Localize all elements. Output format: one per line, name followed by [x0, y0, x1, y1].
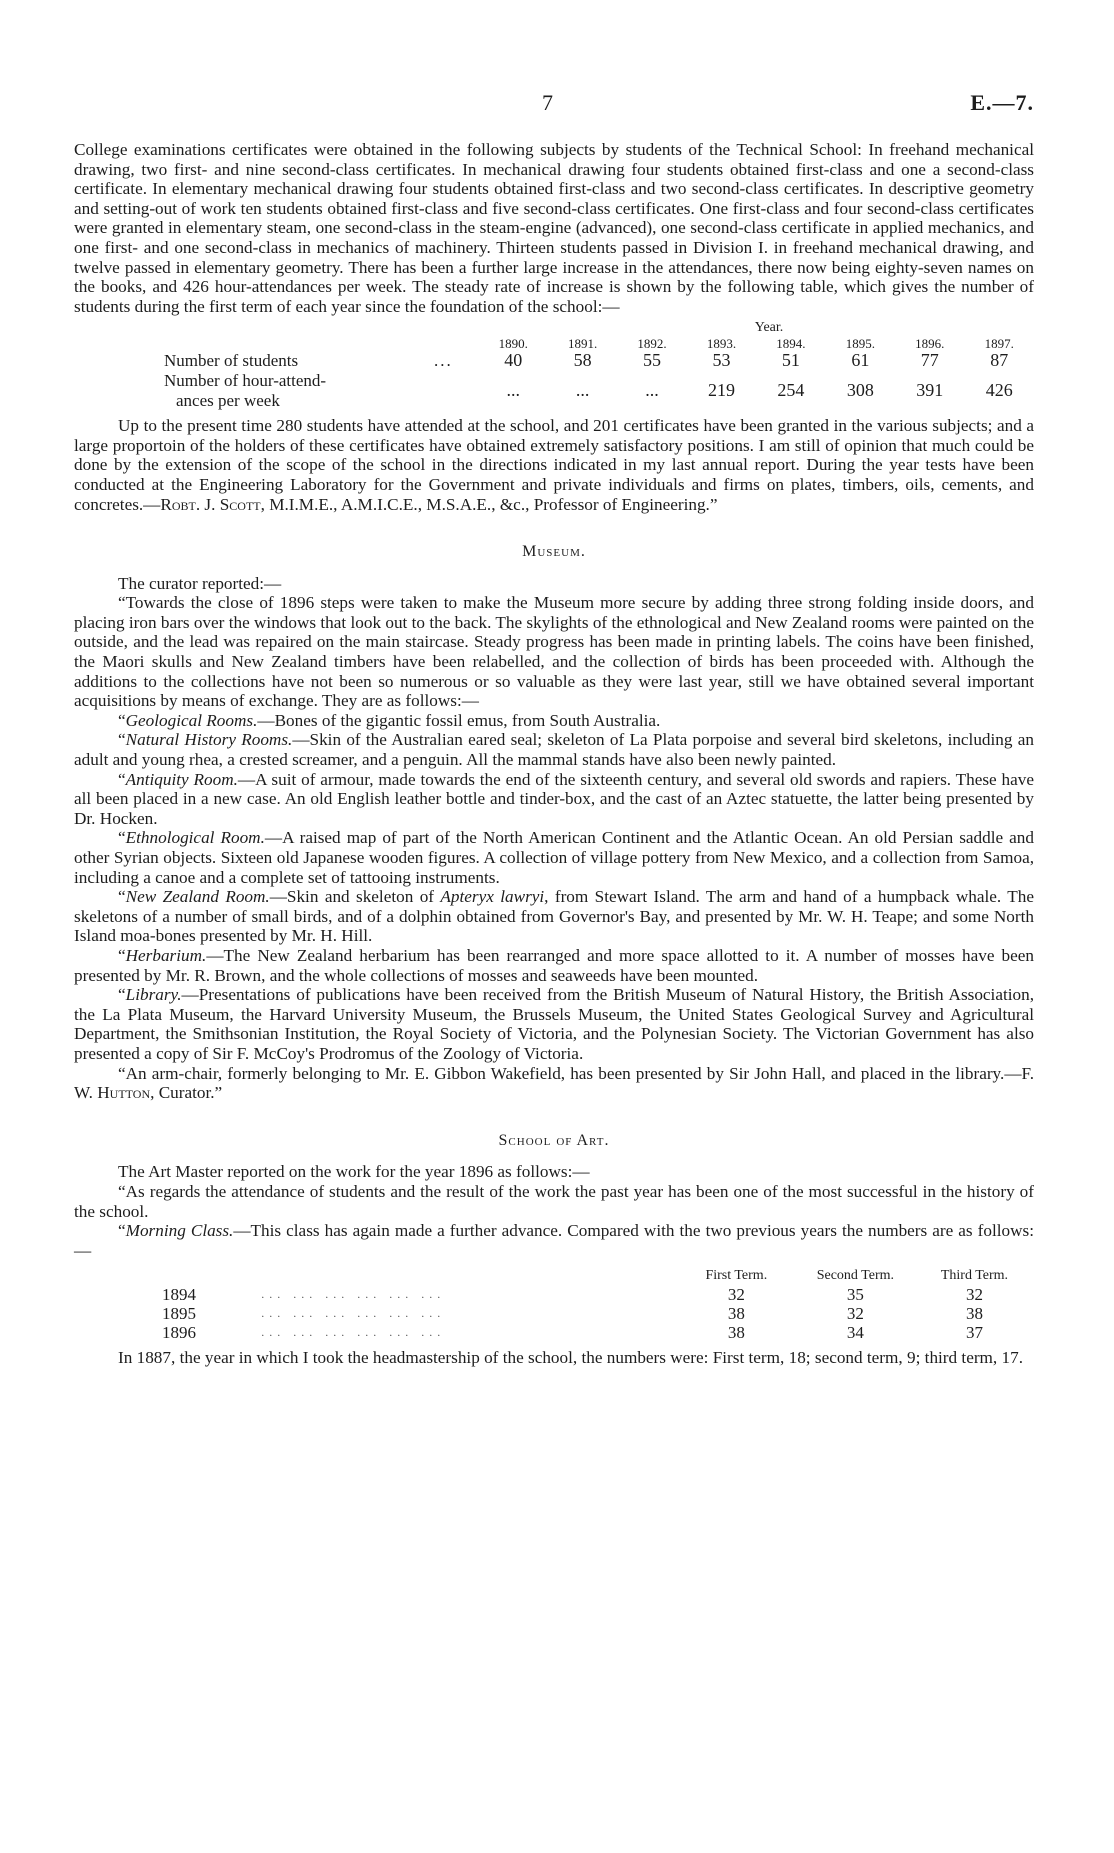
art-intro: The Art Master reported on the work for the year 1896 as follows:— — [118, 1162, 590, 1182]
page-body — [74, 140, 1034, 1368]
row-label-line-2: ances per week — [176, 390, 280, 410]
leader-dots: ... — [434, 351, 453, 371]
year-header: 1896. — [915, 336, 945, 352]
paragraph-text: —The New Zealand herbarium has been rearranged and more space allotted to it. A number of mosses have been presented by Mr. R. Brown, and the whole collections of mosses and seaweeds have been mounted. — [74, 945, 1034, 985]
subsection-title: Library. — [125, 985, 182, 1005]
page-number: 7 — [542, 90, 553, 115]
museum-new-zealand: “New Zealand Room.—Skin and skeleton of Apteryx lawryi, from Stewart Island. The arm and hand of a humpback whale. The skeletons of a number of small birds, and of a dolphin obtained from Governor's Bay, and presented by Mr. W. H. Teape; and some North Island moa-bones presented by Mr. H. Hill. — [74, 887, 1035, 946]
year-header: 1894. — [776, 336, 806, 352]
row-label-line-1: Number of hour-attend- — [164, 370, 327, 390]
row-year: 1896 — [162, 1323, 196, 1343]
table-cell: ... — [575, 379, 590, 400]
paragraph-text: , Curator.” — [150, 1083, 223, 1103]
art-paragraph: “As regards the attendance of students and the result of the work the past year has been one of the most successful in the history of the school. — [74, 1181, 1034, 1221]
table-row — [74, 371, 1034, 410]
year-header: 1895. — [845, 336, 875, 352]
table-cell: 87 — [990, 350, 1009, 371]
table-cell: 55 — [643, 350, 662, 371]
museum-natural-history: “Natural History Rooms.—Skin of the Australian eared seal; skeleton of La Plata porpoise and several bird skeletons, including an adult and young rhea, a crested screamer, and a penguin. All the mammal stands have also been newly painted. — [74, 730, 1034, 770]
paragraph-text: , M.I.M.E., A.M.I.C.E., M.S.A.E., &c., Professor of Engineering.” — [260, 494, 718, 514]
paragraph-text: Up to the present time 280 students have attended at the school, and 201 certificates have been granted in the various subjects; and a large proportoin of the holders of these certificates have obtained extremely satisfactory positions. I am still of opinion that much could be done by the extension of the scope of the school in the directions indicated in my last annual report. During the year tests have been conducted at the Engineering Laboratory for the Government and private individuals and firms on plates, timbers, oils, cements, and concretes.— — [74, 416, 1034, 514]
table-cell: 51 — [781, 350, 800, 371]
museum-library: “Library.—Presentations of publications have been received from the British Museum of Natural History, the British Association, the La Plata Museum, the Harvard University Museum, the Brussels Museum, the United States Geological Survey and Agricultural Department, the Smithsonian Institution, the Royal Society of Victoria, and the Polynesian Society. The Victorian Government has also presented a copy of Sir F. McCoy's Prodromus of the Zoology of Victoria. — [74, 985, 1034, 1063]
table-cell: ... — [506, 379, 520, 400]
museum-geological: “Geological Rooms.—Bones of the gigantic fossil emus, from South Australia. — [118, 710, 661, 730]
museum-antiquity: “Antiquity Room.—A suit of armour, made towards the end of the sixteenth century, and several old swords and rapiers. These have all been placed in a new case. An old English leather bottle and tinder-box, and the cast of an Aztec statuette, the latter being presented by Dr. Hocken. — [74, 769, 1034, 828]
museum-closing — [74, 1064, 1034, 1103]
engineering-paragraph-2 — [74, 416, 1034, 514]
subsection-title: New Zealand Room. — [125, 887, 270, 907]
leader-dots: ... ... ... ... ... ... — [261, 1287, 446, 1302]
museum-paragraph: “Towards the close of 1896 steps were taken to make the Museum more secure by adding three strong folding inside doors, and placing iron bars over the windows that look out to the back. The skylights of the ethnological and New Zealand rooms were painted on the outside, and the lead was repaired on the main staircase. Steady progress has been made in printing labels. The coins have been finished, the Maori skulls and New Zealand timbers have been relabelled, and the collection of birds has been proceeded with. Although the additions to the collections have not been so numerous or so valuable as they were last year, still we have obtained several important acquisitions by means of exchange. They are as follows:— — [74, 593, 1034, 711]
table-cell: 37 — [965, 1323, 983, 1343]
table-cell: 254 — [777, 379, 805, 400]
year-header: 1892. — [637, 336, 667, 352]
museum-herbarium: “Herbarium.—The New Zealand herbarium has been rearranged and more space allotted to it. A number of mosses have been presented by Mr. R. Brown, and the whole collections of mosses and seaweeds have been mounted. — [74, 945, 1034, 985]
row-year: 1894 — [162, 1285, 196, 1305]
paragraph-text: —Bones of the gigantic fossil emus, from South Australia. — [257, 710, 661, 730]
engineering-paragraph: College examinations certificates were obtained in the following subjects by students of the Technical School: In freehand mechanical drawing, two first- and nine second-class certificates. In mechanical drawing four students obtained first-class and one a second-class certificate. In elementary mechanical drawing four students obtained first-class and two second-class certificates. In descriptive geometry and setting-out of work ten students obtained first-class and five second-class certificates. One first-class and four second-class certificates were granted in elementary steam, one second-class in the steam-engine (advanced), one second-class certificate in applied mechanics, and one first- and one second-class in mechanics of machinery. Thirteen students passed in Division I. in freehand mechanical drawing, and twelve passed in elementary geometry. There has been a further large increase in the attendances, there now being eighty-seven names on the books, and 426 hour-attendances per week. The steady rate of increase is shown by the following table, which gives the number of students during the first term of each year since the foundation of the school:— — [74, 140, 1034, 316]
art-closing: In 1887, the year in which I took the headmastership of the school, the numbers were: First term, 18; second term, 9; third term, 17. — [118, 1348, 1023, 1368]
paragraph-text: —A raised map of part of the North American Continent and the Atlantic Ocean. An old Persian saddle and other Syrian objects. Sixteen old Japanese wooden figures. A collection of village pottery from New Mexico, and a collection from Samoa, including a canoe and a complete set of tattooing instruments. — [74, 828, 1034, 887]
table-cell: 32 — [846, 1304, 864, 1324]
table-cell: 40 — [504, 350, 523, 371]
page-header — [74, 90, 1034, 120]
subsection-title: Natural History Rooms. — [125, 730, 293, 750]
table-row — [74, 1285, 1034, 1304]
year-header: 1897. — [984, 336, 1014, 352]
table-row — [74, 1323, 1034, 1342]
table-row — [74, 1304, 1034, 1323]
row-label — [74, 371, 434, 410]
table-cell: 53 — [712, 350, 731, 371]
table-cell: 32 — [965, 1285, 983, 1305]
table-cell: 32 — [727, 1285, 745, 1305]
table-cell: 61 — [851, 350, 870, 371]
table-cell: ... — [645, 379, 659, 400]
paragraph-text: —This class has again made a further advance. Compared with the two previous years the numbers are as follows:— — [74, 1221, 1034, 1260]
subsection-title: Ethnological Room. — [125, 828, 265, 848]
subsection-title: Geological Rooms. — [125, 710, 258, 730]
table-cell: 219 — [707, 379, 735, 400]
table-cell: 34 — [846, 1323, 864, 1343]
museum-intro: The curator reported:— — [118, 573, 282, 593]
subsection-title: Herbarium. — [125, 945, 207, 965]
table-cell: 308 — [846, 379, 874, 400]
table-cell: 391 — [916, 379, 944, 400]
table-cell: 38 — [965, 1304, 983, 1324]
year-caption: Year. — [754, 320, 784, 336]
art-morning-class: “Morning Class.—This class has again made a further advance. Compared with the two previous years the numbers are as follows:— — [74, 1221, 1034, 1260]
table-cell: 38 — [727, 1323, 745, 1343]
paragraph-text: —A suit of armour, made towards the end of the sixteenth century, and several old swords and rapiers. These have all been placed in a new case. An old English leather bottle and tinder-box, and the cast of an Aztec statuette, the latter being presented by Dr. Hocken. — [74, 769, 1034, 828]
table-cell: 426 — [985, 379, 1013, 400]
subsection-title: Antiquity Room. — [125, 769, 238, 789]
museum-ethnological: “Ethnological Room.—A raised map of part of the North American Continent and the Atlantic Ocean. An old Persian saddle and other Syrian objects. Sixteen old Japanese wooden figures. A collection of village pottery from New Mexico, and a collection from Samoa, including a canoe and a complete set of tattooing instruments. — [74, 828, 1034, 887]
students-table — [74, 320, 1034, 410]
paragraph-text: —Skin of the Australian eared seal; skeleton of La Plata porpoise and several bird skeletons, including an adult and young rhea, a crested screamer, and a penguin. All the mammal stands have also been newly painted. — [74, 730, 1034, 770]
column-header: First Term. — [705, 1268, 768, 1284]
paragraph-text: “An arm-chair, formerly belonging to Mr. E. Gibbon Wakefield, has been presented by Sir John Hall, and placed in the library.—F. W. — [74, 1063, 1034, 1103]
paragraph-text: , from Stewart Island. The arm and hand of a humpback whale. The skeletons of a number of small birds, and of a dolphin obtained from Governor's Bay, and presented by Mr. W. H. Teape; and some North Island moa-bones presented by Mr. H. Hill. — [74, 887, 1035, 946]
year-header: 1891. — [568, 336, 598, 352]
signature: Hutton — [97, 1083, 151, 1103]
leader-dots: ... ... ... ... ... ... — [261, 1306, 446, 1321]
leader-dots: ... ... ... ... ... ... — [261, 1325, 446, 1340]
signature: Robt. J. Scott — [160, 494, 261, 514]
column-header: Second Term. — [816, 1268, 895, 1284]
section-heading-school-of-art: School of Art. — [498, 1131, 610, 1149]
paragraph-text: —Presentations of publications have been received from the British Museum of Natural History, the British Association, the La Plata Museum, the Harvard University Museum, the Brussels Museum, the United States Geological Survey and Agricultural Department, the Smithsonian Institution, the Royal Society of Victoria, and the Polynesian Society. The Victorian Government has also presented a copy of Sir F. McCoy's Prodromus of the Zoology of Victoria. — [74, 985, 1034, 1063]
section-heading-museum: Museum. — [522, 543, 586, 561]
table-cell: 58 — [573, 350, 592, 371]
species-name: Apteryx lawryi — [440, 887, 545, 907]
paragraph-text: —Skin and skeleton of — [269, 887, 441, 907]
row-year: 1895 — [162, 1304, 196, 1324]
table-cell: 35 — [846, 1285, 864, 1305]
column-header: Third Term. — [940, 1268, 1009, 1284]
table-cell: 38 — [727, 1304, 745, 1324]
subsection-title: Morning Class. — [125, 1221, 234, 1241]
table-cell: 77 — [920, 350, 939, 371]
document-reference: E.—7. — [970, 90, 1034, 115]
morning-class-table — [74, 1266, 1034, 1342]
table-row — [74, 351, 1034, 371]
year-header: 1890. — [498, 336, 528, 352]
row-label: Number of students — [164, 351, 299, 371]
year-header: 1893. — [706, 336, 737, 352]
